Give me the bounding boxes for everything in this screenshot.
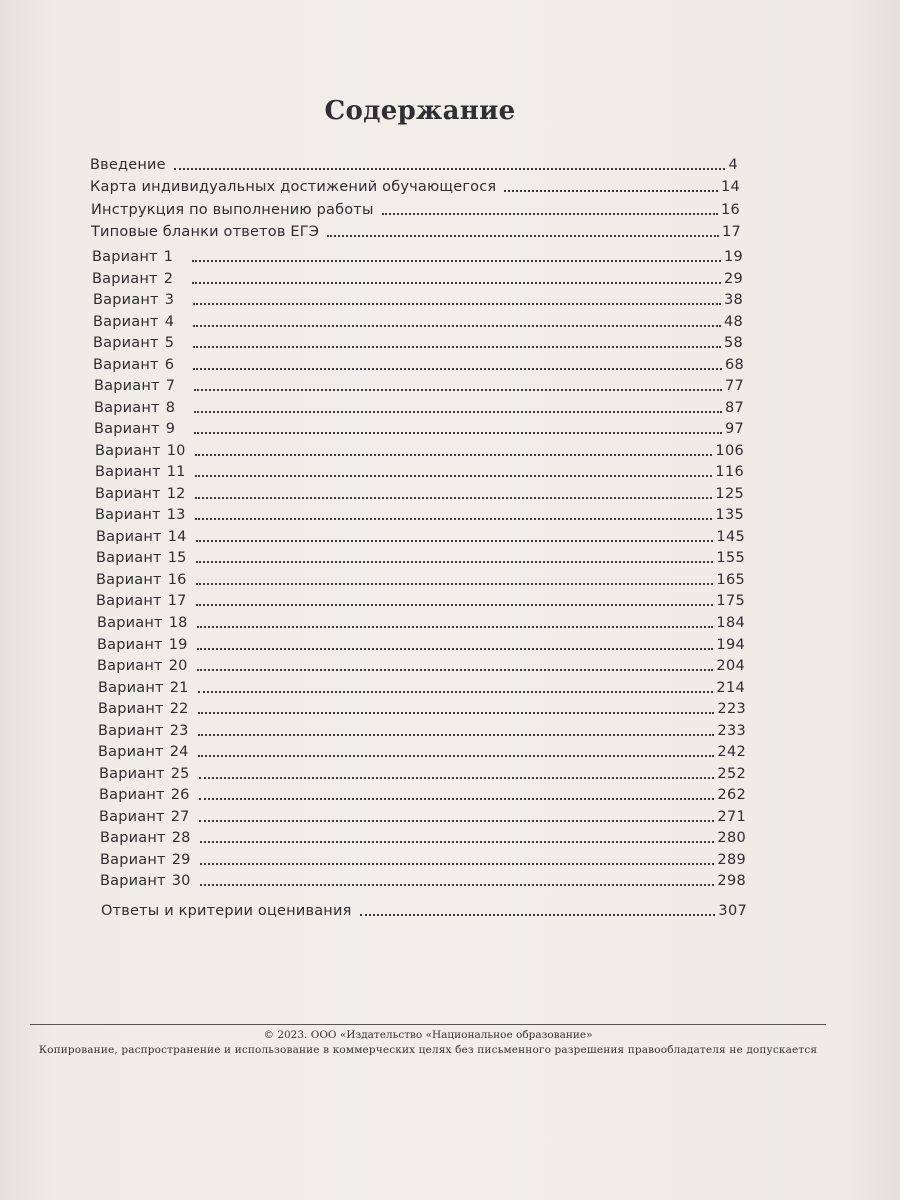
toc-page-number: 289 (717, 852, 746, 868)
toc-page-number: 48 (723, 314, 743, 330)
toc-entry-title: Вариант (92, 249, 158, 265)
toc-variant-number: 9 (165, 421, 176, 437)
toc-variant (94, 416, 744, 438)
toc-entry-title: Вариант (100, 852, 166, 868)
toc-entry-title: Вариант (94, 378, 160, 394)
page-title: Содержание (324, 96, 516, 126)
toc-entry-label (99, 765, 191, 783)
toc-entry-label (95, 463, 187, 481)
toc-entry-title: Вариант (94, 421, 160, 437)
dot-leader (198, 734, 715, 736)
toc-page-number: 4 (728, 157, 738, 173)
dot-leader (194, 411, 722, 413)
toc-entry-label (99, 808, 191, 826)
toc-entry-title: Вариант (97, 615, 163, 631)
dot-leader (199, 798, 715, 800)
toc-entry-title: Вариант (93, 357, 159, 373)
toc-variant-number: 7 (165, 378, 176, 394)
toc-entry-title: Вариант (98, 701, 164, 717)
toc-entry-title: Вариант (100, 873, 166, 889)
toc-entry-label (95, 506, 187, 524)
toc-entry-title: Введение (90, 157, 166, 173)
toc-variant (93, 330, 743, 352)
toc-variant-number: 28 (171, 830, 191, 846)
toc-variant (100, 847, 746, 869)
dot-leader (199, 820, 715, 822)
dot-leader (198, 691, 714, 693)
dot-leader (200, 863, 715, 865)
toc-entry-label (92, 270, 184, 288)
toc-variant (97, 653, 745, 675)
toc-variant (98, 718, 746, 740)
toc-variant-number: 2 (163, 271, 174, 287)
toc-entry-label (100, 872, 192, 890)
dot-leader (192, 282, 721, 284)
toc-variant (96, 567, 745, 589)
toc-variant (97, 632, 745, 654)
toc-entry-title: Вариант (93, 335, 159, 351)
toc-entry-label (94, 377, 186, 395)
toc-entry-title: Вариант (96, 593, 162, 609)
toc-page-number: 97 (724, 421, 744, 437)
toc-entry-label (95, 442, 187, 460)
toc-entry-label (93, 291, 185, 309)
dot-leader (199, 777, 715, 779)
toc-variant (94, 373, 744, 395)
toc-page-number: 223 (717, 701, 746, 717)
toc-entry-label (95, 485, 187, 503)
dot-leader (195, 518, 713, 520)
toc-page-number: 271 (717, 809, 746, 825)
toc-entry-label (98, 743, 190, 761)
dot-leader (197, 648, 714, 650)
toc-entry-title: Вариант (99, 809, 165, 825)
dot-leader (198, 712, 715, 714)
toc-page-number: 194 (716, 637, 745, 653)
toc-page-number: 298 (717, 873, 746, 889)
toc-variant-number: 3 (164, 292, 175, 308)
toc-variant-number: 25 (170, 766, 190, 782)
toc-variant (100, 825, 746, 847)
toc-page-number: 14 (720, 179, 740, 195)
toc-entry-label (99, 786, 191, 804)
toc-variant-number: 11 (166, 464, 186, 480)
dot-leader (504, 190, 718, 192)
toc-entry (91, 219, 741, 241)
toc-variant (99, 804, 746, 826)
toc-entry-title: Вариант (93, 292, 159, 308)
toc-variant-number: 29 (171, 852, 191, 868)
toc-entry-title: Вариант (92, 271, 158, 287)
toc-entry-label (97, 636, 189, 654)
toc-entry-title: Вариант (98, 744, 164, 760)
toc-variant-number: 1 (163, 249, 174, 265)
toc-entry-title: Вариант (96, 529, 162, 545)
toc-entry-title: Вариант (95, 464, 161, 480)
toc-variant (93, 352, 744, 374)
toc-entry-label (93, 356, 185, 374)
toc-page-number: 242 (717, 744, 746, 760)
dot-leader (198, 755, 715, 757)
toc-variant (99, 761, 746, 783)
dot-leader (196, 604, 714, 606)
toc-variant-number: 16 (167, 572, 187, 588)
dot-leader (196, 561, 714, 563)
toc-entry-label (93, 334, 185, 352)
toc-variant-number: 5 (164, 335, 175, 351)
dot-leader (194, 432, 722, 434)
toc-entry-label (94, 420, 186, 438)
dot-leader (196, 583, 714, 585)
toc-page-number: 58 (723, 335, 743, 351)
toc-page-number: 175 (716, 593, 745, 609)
toc-page-number: 233 (717, 723, 746, 739)
toc-variant (100, 868, 746, 890)
dot-leader (197, 626, 714, 628)
toc-variant (96, 588, 745, 610)
footer-notice: Копирование, распространение и использование в коммерческих целях без письменного разрешения правообладателя не допускается (38, 1044, 818, 1056)
toc-variant (93, 309, 743, 331)
dot-leader (360, 914, 716, 916)
toc-variant (95, 438, 744, 460)
dot-leader (174, 168, 726, 170)
footer-copyright: © 2023. ООО «Издательство «Национальное образование» (263, 1029, 593, 1041)
toc-entry-label (90, 156, 166, 174)
toc-page-number: 214 (716, 680, 745, 696)
toc-entry-title: Вариант (98, 680, 164, 696)
toc-variant-number: 26 (170, 787, 190, 803)
toc-entry-title: Вариант (95, 486, 161, 502)
toc-variant-number: 18 (168, 615, 188, 631)
toc-entry-title: Вариант (96, 550, 162, 566)
toc-entry-title: Вариант (96, 572, 162, 588)
dot-leader (192, 260, 721, 262)
toc-variant (95, 481, 744, 503)
toc-entry-label (100, 851, 192, 869)
toc-page-number: 29 (723, 271, 743, 287)
toc-page-number: 252 (717, 766, 746, 782)
toc-page-number: 165 (716, 572, 745, 588)
toc-entry-answers (101, 898, 747, 920)
toc-entry (91, 197, 740, 219)
toc-entry-label (96, 592, 188, 610)
toc-variant (99, 782, 746, 804)
toc-entry-label (101, 902, 352, 920)
dot-leader (196, 540, 714, 542)
toc-page-number: 38 (723, 292, 743, 308)
toc-variant (94, 395, 744, 417)
toc-variant-number: 15 (167, 550, 187, 566)
toc-page-number: 184 (716, 615, 745, 631)
toc-entry-label (90, 178, 496, 196)
toc-variant (92, 266, 743, 288)
toc-entry-label (94, 399, 186, 417)
toc-entry-title: Карта индивидуальных достижений обучающегося (90, 179, 497, 195)
toc-variant-number: 17 (167, 593, 187, 609)
toc-page-number: 155 (716, 550, 745, 566)
toc-page-number: 204 (716, 658, 745, 674)
toc-page-number: 16 (720, 202, 740, 218)
toc-entry-label (98, 700, 190, 718)
toc-entry-label (96, 571, 188, 589)
toc-entry-label (91, 201, 374, 219)
toc-entry (90, 174, 740, 196)
toc-entry-label (96, 549, 188, 567)
toc-entry-label (92, 248, 184, 266)
toc-variant (97, 610, 745, 632)
toc-variant (98, 675, 745, 697)
toc-variant-number: 20 (168, 658, 188, 674)
dot-leader (382, 213, 718, 215)
toc-page-number: 19 (723, 249, 743, 265)
toc-entry-label (98, 722, 190, 740)
dot-leader (193, 346, 721, 348)
dot-leader (200, 884, 715, 886)
dot-leader (194, 389, 722, 391)
toc-entry-label (91, 223, 319, 241)
dot-leader (193, 325, 721, 327)
toc-page-number: 106 (715, 443, 744, 459)
toc-page-number: 307 (718, 903, 747, 919)
toc-entry-title: Вариант (97, 658, 163, 674)
toc-variant-number: 8 (165, 400, 176, 416)
dot-leader (193, 303, 721, 305)
toc-variant-number: 22 (169, 701, 189, 717)
toc-page-number: 87 (724, 400, 744, 416)
toc-variant (95, 502, 744, 524)
toc-page-number: 77 (724, 378, 744, 394)
dot-leader (200, 841, 715, 843)
toc-entry-label (96, 528, 188, 546)
toc-variant-number: 27 (170, 809, 190, 825)
toc-variant (98, 739, 746, 761)
dot-leader (197, 669, 714, 671)
toc-variant-number: 24 (169, 744, 189, 760)
toc-variant-number: 6 (164, 357, 175, 373)
toc-entry-label (98, 679, 190, 697)
toc-page-number: 125 (715, 486, 744, 502)
toc-page-number: 280 (717, 830, 746, 846)
toc-variant (95, 459, 744, 481)
toc-page-number: 145 (716, 529, 745, 545)
toc-variant-number: 10 (166, 443, 186, 459)
toc-entry (90, 152, 738, 174)
toc-entry-title: Вариант (99, 787, 165, 803)
toc-page-number: 262 (717, 787, 746, 803)
toc-variant-number: 19 (168, 637, 188, 653)
toc-variant-number: 4 (164, 314, 175, 330)
toc-page-number: 135 (715, 507, 744, 523)
toc-variant-number: 23 (169, 723, 189, 739)
dot-leader (195, 454, 713, 456)
toc-entry-title: Типовые бланки ответов ЕГЭ (91, 224, 320, 240)
toc-entry-title: Вариант (93, 314, 159, 330)
toc-variant-number: 30 (171, 873, 191, 889)
dot-leader (195, 475, 713, 477)
toc-variant (96, 524, 745, 546)
toc-page-number: 17 (721, 224, 741, 240)
toc-variant (96, 545, 745, 567)
dot-leader (193, 368, 722, 370)
toc-variant-number: 21 (169, 680, 189, 696)
toc-page-number: 68 (724, 357, 744, 373)
toc-entry-label (93, 313, 185, 331)
toc-entry-title: Вариант (98, 723, 164, 739)
toc-entry-title: Вариант (95, 443, 161, 459)
toc-entry-title: Инструкция по выполнению работы (91, 202, 374, 218)
toc-page-number: 116 (715, 464, 744, 480)
toc-entry-title: Вариант (99, 766, 165, 782)
footer-divider (30, 1024, 826, 1025)
toc-entry-title: Вариант (97, 637, 163, 653)
toc-entry-title: Вариант (94, 400, 160, 416)
toc-entry-label (100, 829, 192, 847)
toc-variant (92, 244, 743, 266)
toc-entry-title: Вариант (95, 507, 161, 523)
toc-entry-label (97, 614, 189, 632)
toc-entry-title: Вариант (100, 830, 166, 846)
toc-variant (98, 696, 746, 718)
toc-entry-label (97, 657, 189, 675)
toc-variant-number: 13 (166, 507, 186, 523)
toc-variant-number: 12 (166, 486, 186, 502)
dot-leader (195, 497, 713, 499)
dot-leader (327, 235, 719, 237)
toc-variant (93, 287, 743, 309)
toc-entry-title: Ответы и критерии оценивания (101, 903, 352, 919)
toc-variant-number: 14 (167, 529, 187, 545)
